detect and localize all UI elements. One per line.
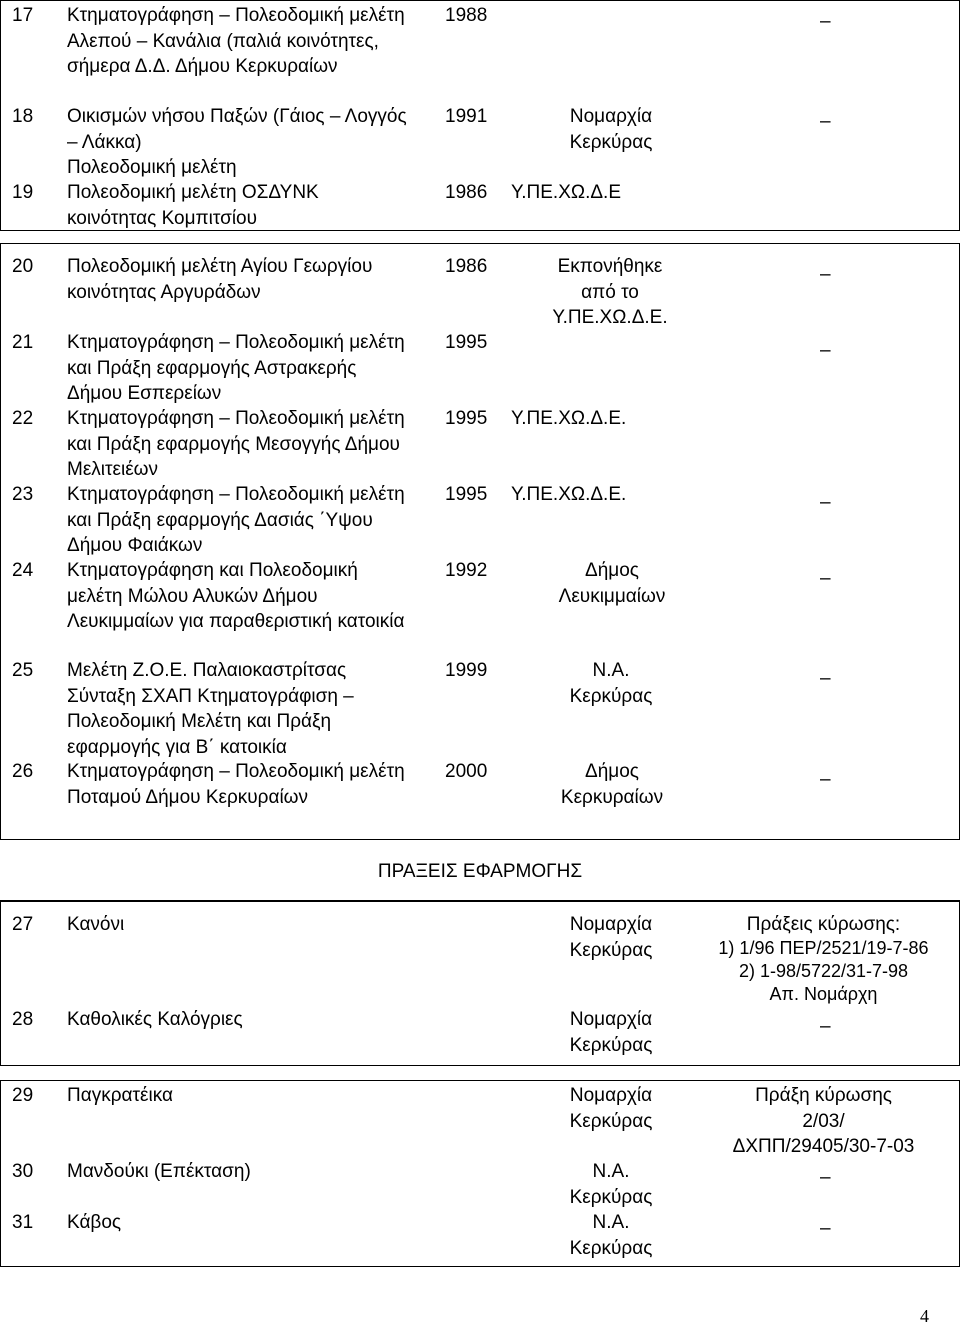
project-name: Μανδούκι (Επέκταση)	[67, 1161, 251, 1182]
project-note: –	[820, 1218, 831, 1239]
project-authority: Νομαρχία Κερκύρας	[569, 1085, 653, 1132]
row-number: 29	[12, 1085, 34, 1106]
project-name: Κτηματογράφηση – Πολεοδομική μελέτη και Πράξη εφαρμογής Μεσογγής Δήμου Μελιτειέων	[67, 408, 405, 480]
row-number: 19	[12, 182, 34, 203]
project-year: 1986	[445, 256, 488, 277]
project-name: Οικισμών νήσου Παξών (Γάιος – Λογγός – Λάκκα) Πολεοδομική μελέτη	[67, 106, 407, 178]
project-authority: Νομαρχία Κερκύρας	[569, 106, 653, 153]
project-note-line: Απ. Νομάρχη	[769, 984, 878, 1004]
project-authority: Ν.Α. Κερκύρας	[569, 1161, 653, 1208]
project-note: –	[820, 492, 831, 513]
project-name: Κάβος	[67, 1212, 122, 1233]
row-number: 30	[12, 1161, 34, 1182]
project-note: –	[820, 568, 831, 589]
page-number: 4	[920, 1306, 929, 1326]
row-number: 18	[12, 106, 34, 127]
project-year: 1986	[445, 182, 488, 203]
project-name: Κτηματογράφηση – Πολεοδομική μελέτη Αλεπού – Κανάλια (παλιά κοινότητες, σήμερα Δ.Δ. Δήμου Κερκυραίων	[67, 5, 405, 77]
project-name: Πολεοδομική μελέτη Αγίου Γεωργίου κοινότητας Αργυράδων	[67, 256, 373, 303]
project-year: 1995	[445, 484, 488, 505]
project-authority: Ν.Α. Κερκύρας	[569, 660, 653, 707]
project-authority: Υ.ΠΕ.ΧΩ.Δ.Ε.	[511, 408, 627, 429]
project-year: 1995	[445, 332, 488, 353]
row-number: 31	[12, 1212, 34, 1233]
row-number: 23	[12, 484, 34, 505]
project-name: Κανόνι	[67, 914, 125, 935]
section-heading: ΠΡΑΞΕΙΣ ΕΦΑΡΜΟΓΗΣ	[377, 861, 583, 882]
project-note: –	[820, 769, 831, 790]
project-authority: Νομαρχία Κερκύρας	[569, 1009, 653, 1056]
project-year: 2000	[445, 761, 488, 782]
table-block	[0, 0, 960, 231]
row-number: 17	[12, 5, 34, 26]
project-name: Κτηματογράφηση – Πολεοδομική μελέτη και Πράξη εφαρμογής Αστρακερής Δήμου Εσπερείων	[67, 332, 405, 404]
project-authority: Υ.ΠΕ.ΧΩ.Δ.Ε	[511, 182, 621, 203]
project-authority: Ν.Α. Κερκύρας	[569, 1212, 653, 1259]
project-note: Πράξεις κύρωσης:	[746, 914, 901, 935]
project-note: –	[820, 264, 831, 285]
project-name: Μελέτη Ζ.Ο.Ε. Παλαιοκαστρίτσας Σύνταξη ΣΧΑΠ Κτηματογράφιση – Πολεοδομική Μελέτη και Πράξη εφαρμογής για Β΄ κατοικία	[67, 660, 354, 758]
row-number: 21	[12, 332, 34, 353]
project-note: –	[820, 111, 831, 132]
project-year: 1991	[445, 106, 488, 127]
row-number: 26	[12, 761, 34, 782]
project-year: 1999	[445, 660, 488, 681]
project-authority: Δήμος Κερκυραίων	[560, 761, 664, 808]
project-name: Κτηματογράφηση – Πολεοδομική μελέτη Ποταμού Δήμου Κερκυραίων	[67, 761, 405, 808]
row-number: 27	[12, 914, 34, 935]
project-name: Πολεοδομική μελέτη ΟΣΔΥΝΚ κοινότητας Κομπιτσίου	[67, 182, 319, 229]
project-note: –	[820, 1016, 831, 1037]
project-authority: Υ.ΠΕ.ΧΩ.Δ.Ε.	[511, 484, 627, 505]
project-note: Πράξη κύρωσης 2/03/ ΔΧΠΠ/29405/30-7-03	[732, 1085, 915, 1157]
project-year: 1992	[445, 560, 488, 581]
project-authority: Εκπονήθηκε από το Υ.ΠΕ.ΧΩ.Δ.Ε.	[552, 256, 668, 328]
project-name: Καθολικές Καλόγριες	[67, 1009, 243, 1030]
row-number: 28	[12, 1009, 34, 1030]
project-name: Παγκρατέικα	[67, 1085, 173, 1106]
project-name: Κτηματογράφηση και Πολεοδομική μελέτη Μώλου Αλυκών Δήμου Λευκιμμαίων για παραθεριστική κατοικία	[67, 560, 405, 632]
project-name: Κτηματογράφηση – Πολεοδομική μελέτη και Πράξη εφαρμογής Δασιάς ΄Υψου Δήμου Φαιάκων	[67, 484, 405, 556]
project-note: –	[820, 11, 831, 32]
project-authority: Δήμος Λευκιμμαίων	[558, 560, 666, 607]
table-block	[0, 243, 960, 840]
project-note: –	[820, 668, 831, 689]
row-number: 20	[12, 256, 34, 277]
project-note: –	[820, 1167, 831, 1188]
project-note-line: 1) 1/96 ΠΕΡ/2521/19-7-86	[718, 938, 929, 958]
project-note-line: 2) 1-98/5722/31-7-98	[738, 961, 909, 981]
table-block	[0, 900, 960, 1066]
project-note: –	[820, 340, 831, 361]
row-number: 24	[12, 560, 34, 581]
project-year: 1995	[445, 408, 488, 429]
project-year: 1988	[445, 5, 488, 26]
project-authority: Νομαρχία Κερκύρας	[569, 914, 653, 961]
row-number: 22	[12, 408, 34, 429]
row-number: 25	[12, 660, 34, 681]
table-block	[0, 1080, 960, 1267]
